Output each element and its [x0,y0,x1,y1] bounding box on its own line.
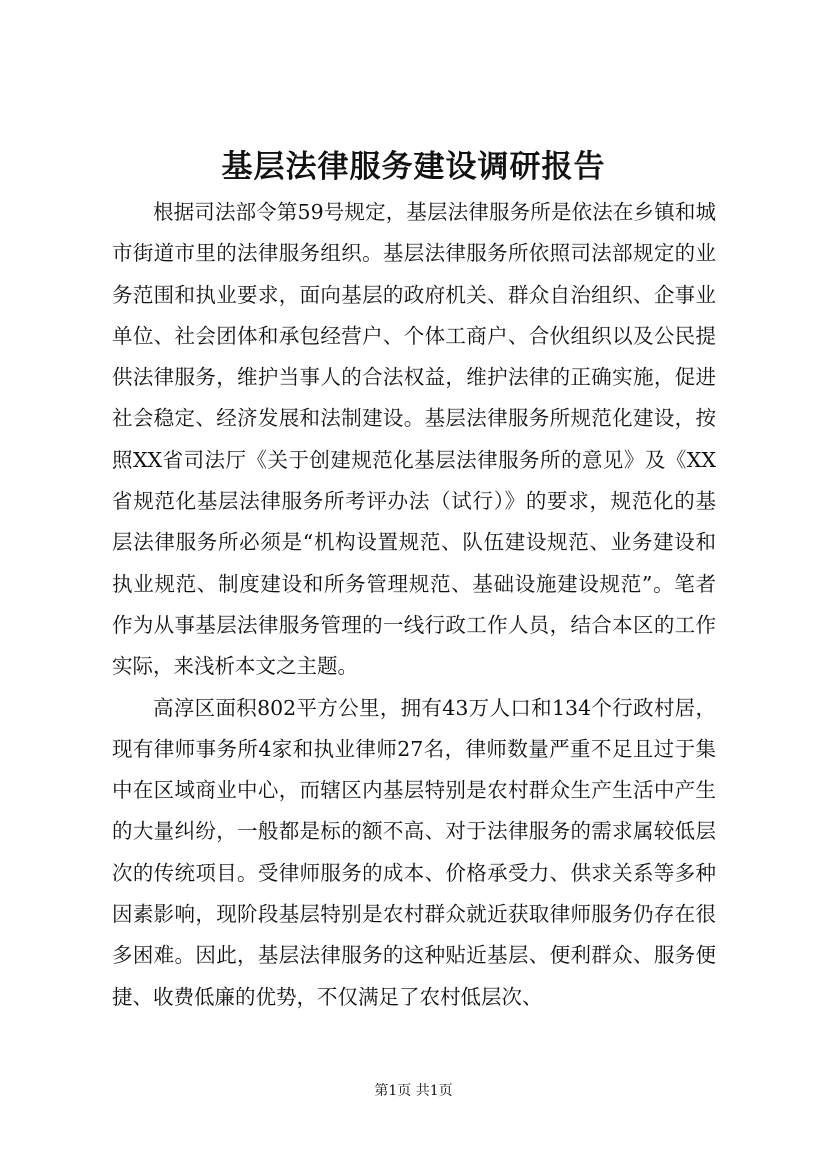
page-footer: 第1页 共1页 [374,1083,453,1099]
document-body [112,192,716,1018]
paragraph-1: 根据司法部令第59号规定，基层法律服务所是依法在乡镇和城市街道市里的法律服务组织。基层法律服务所依照司法部规定的业务范围和执业要求，面向基层的政府机关、群众自治组织、企事业单位、社会团体和承包经营户、个体工商户、合伙组织以及公民提供法律服务，维护当事人的合法权益，维护法律的正确实施，促进社会稳定、经济发展和法制建设。基层法律服务所规范化建设，按照XX省司法厅《关于创建规范化基层法律服务所的意见》及《XX省规范化基层法律服务所考评办法（试行）》的要求，规范化的基层法律服务所必须是“机构设置规范、队伍建设规范、业务建设和执业规范、制度建设和所务管理规范、基础设施建设规范”。笔者作为从事基层法律服务管理的一线行政工作人员，结合本区的工作实际，来浅析本文之主题。 [112,200,716,679]
document-title: 基层法律服务建设调研报告 [221,149,606,185]
paragraph-2: 高淳区面积802平方公里，拥有43万人口和134个行政村居，现有律师事务所4家和执业律师27名，律师数量严重不足且过于集中在区域商业中心，而辖区内基层特别是农村群众生产生活中产生的大量纠纷，一般都是标的额不高、对于法律服务的需求属较低层次的传统项目。受律师服务的成本、价格承受力、供求关系等多种因素影响，现阶段基层特别是农村群众就近获取律师服务仍存在很多困难。因此，基层法律服务的这种贴近基层、便利群众、服务便捷、收费低廉的优势，不仅满足了农村低层次、 [112,695,716,1009]
